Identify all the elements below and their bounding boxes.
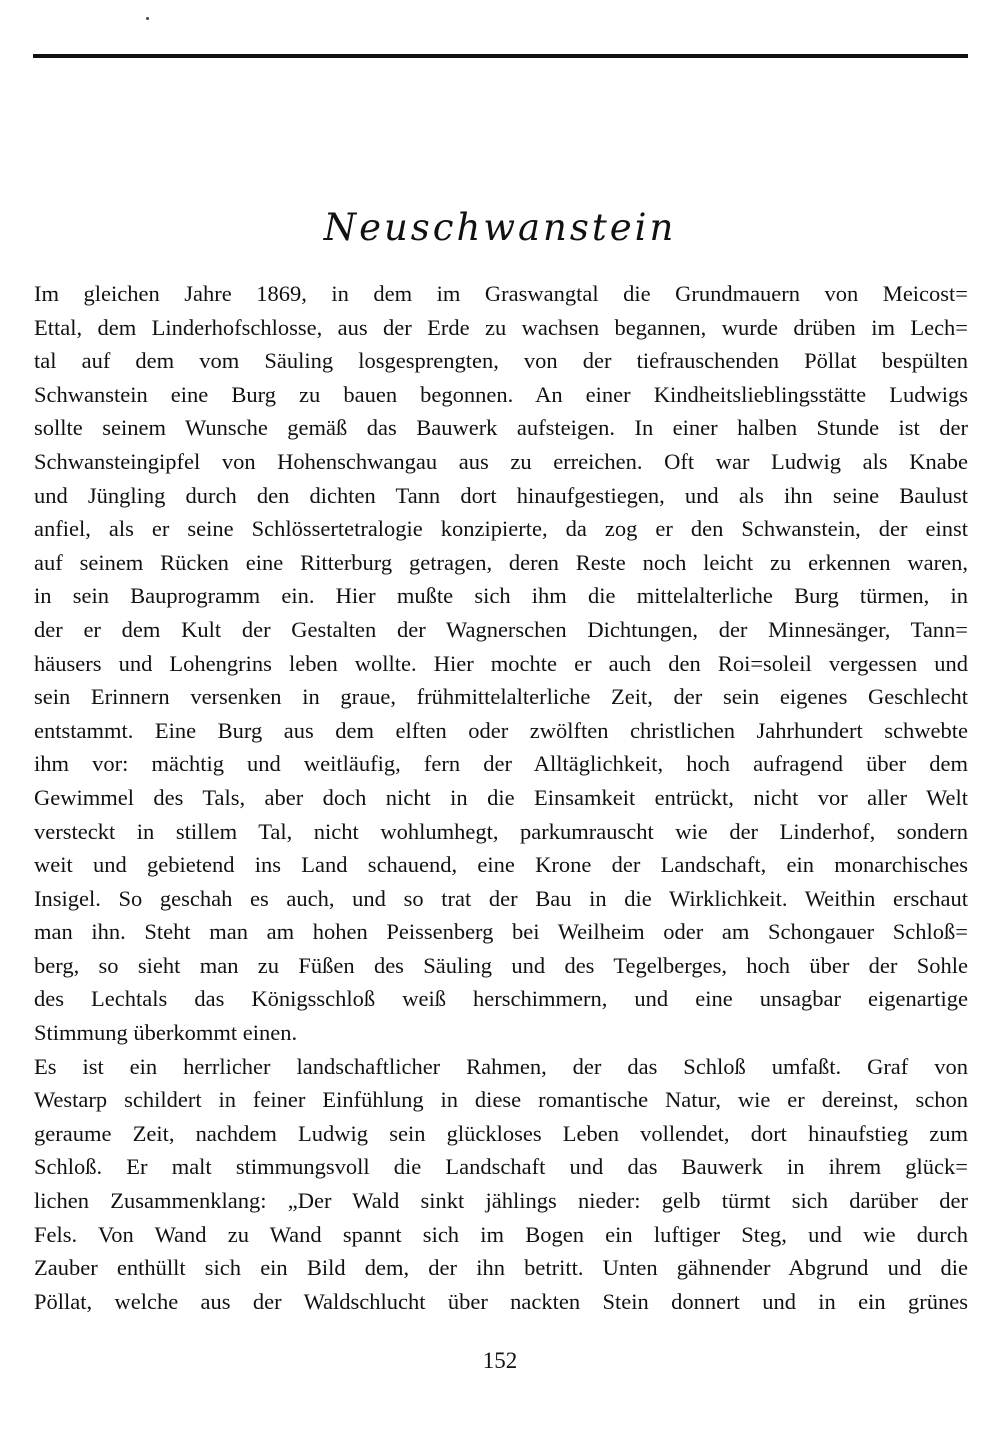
text-line: Insigel. So geschah es auch, und so trat der Bau in die Wirklichkeit. Weithin erschaut: [34, 885, 968, 911]
text-line: der er dem Kult der Gestalten der Wagnerschen Dichtungen, der Minnesänger, Tann=: [34, 616, 968, 642]
text-line: des Lechtals das Königsschloß weiß herschimmern, und eine unsagbar eigenartige: [34, 986, 968, 1012]
text-line: sein Erinnern versenken in graue, frühmittelalterliche Zeit, der sein eigenes Geschlecht: [34, 684, 968, 710]
text-line: weit und gebietend ins Land schauend, eine Krone der Landschaft, ein monarchisches: [34, 852, 968, 878]
text-line: versteckt in stillem Tal, nicht wohlumhegt, parkumrauscht wie der Linderhof, sondern: [34, 818, 968, 844]
text-line: tal auf dem vom Säuling losgesprengten, von der tiefrauschenden Pöllat bespülten: [34, 348, 968, 374]
text-line: auf seinem Rücken eine Ritterburg getragen, deren Reste noch leicht zu erkennen waren,: [34, 549, 968, 575]
text-line: ihm vor: mächtig und weitläufig, fern der Alltäglichkeit, hoch aufragend über dem: [34, 751, 968, 777]
text-line: Stimmung überkommt einen.: [34, 1020, 298, 1046]
page-number: 152: [482, 1348, 518, 1373]
page-title: Neuschwanstein: [323, 206, 677, 249]
text-line: entstammt. Eine Burg aus dem elften oder zwölften christlichen Jahrhundert schwebte: [34, 717, 968, 743]
text-line: Gewimmel des Tals, aber doch nicht in die Einsamkeit entrückt, nicht vor aller Welt: [34, 784, 968, 810]
paragraph-2: [34, 1050, 968, 1319]
text-line: man ihn. Steht man am hohen Peissenberg bei Weilheim oder am Schongauer Schloß=: [34, 919, 968, 945]
text-line: lichen Zusammenklang: „Der Wald sinkt jählings nieder: gelb türmt sich darüber der: [34, 1188, 968, 1214]
text-line: Westarp schildert in feiner Einfühlung in diese romantische Natur, wie er dereinst, schon: [34, 1087, 968, 1113]
text-line: häusers und Lohengrins leben wollte. Hier mochte er auch den Roi=soleil vergessen und: [34, 650, 968, 676]
body-text: [34, 277, 968, 1318]
text-line: geraume Zeit, nachdem Ludwig sein glückloses Leben vollendet, dort hinaufstieg zum: [34, 1120, 968, 1146]
text-line: Pöllat, welche aus der Waldschlucht über nackten Stein donnert und in ein grünes: [34, 1288, 968, 1314]
text-line: Schwansteingipfel von Hohenschwangau aus zu erreichen. Oft war Ludwig als Knabe: [34, 448, 968, 474]
text-line: anfiel, als er seine Schlössertetralogie konzipierte, da zog er den Schwanstein, der einst: [34, 516, 968, 542]
text-line: Fels. Von Wand zu Wand spannt sich im Bogen ein luftiger Steg, und wie durch: [34, 1221, 968, 1247]
stray-mark: [146, 17, 149, 20]
text-line: Schwanstein eine Burg zu bauen begonnen. An einer Kindheitslieblingsstätte Ludwigs: [34, 381, 968, 407]
paragraph-1: [34, 277, 968, 1050]
text-line: berg, so sieht man zu Füßen des Säuling und des Tegelberges, hoch über der Sohle: [34, 952, 968, 978]
header-rule: [33, 54, 968, 58]
text-line: Zauber enthüllt sich ein Bild dem, der ihn betritt. Unten gähnender Abgrund und die: [34, 1255, 968, 1281]
text-line: Im gleichen Jahre 1869, in dem im Graswangtal die Grundmauern von Meicost=: [34, 281, 968, 306]
text-line: Schloß. Er malt stimmungsvoll die Landschaft und das Bauwerk in ihrem glück=: [34, 1154, 968, 1180]
text-line: und Jüngling durch den dichten Tann dort hinaufgestiegen, und als ihn seine Baulust: [34, 482, 968, 508]
text-line: sollte seinem Wunsche gemäß das Bauwerk aufsteigen. In einer halben Stunde ist der: [34, 415, 968, 441]
text-line: Ettal, dem Linderhofschlosse, aus der Erde zu wachsen begannen, wurde drüben im Lech=: [34, 314, 968, 340]
text-line: Es ist ein herrlicher landschaftlicher Rahmen, der das Schloß umfaßt. Graf von: [34, 1053, 968, 1079]
text-line: in sein Bauprogramm ein. Hier mußte sich ihm die mittelalterliche Burg türmen, in: [34, 583, 968, 609]
